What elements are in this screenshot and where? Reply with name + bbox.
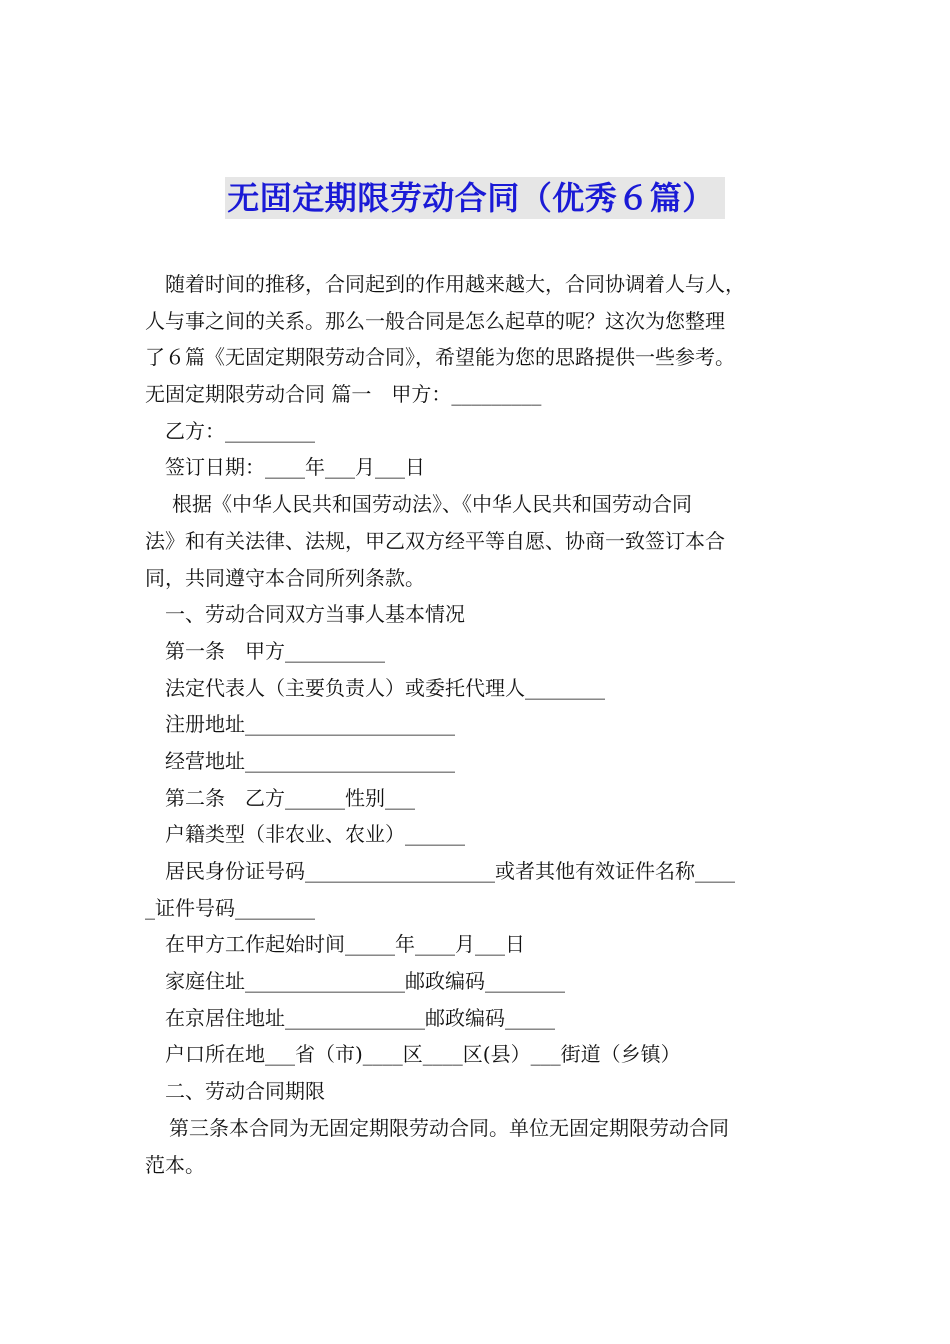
paragraph-line: 同，共同遵守本合同所列条款。 [145, 565, 425, 590]
paragraph-line: 范本。 [145, 1152, 205, 1177]
document-title: 无固定期限劳动合同（优秀６篇） [225, 177, 725, 219]
paragraph-line: 第二条 乙方______性别___ [165, 785, 415, 810]
section-heading: 二、劳动合同期限 [165, 1079, 325, 1104]
paragraph-line: 在京居住地址______________邮政编码_____ [165, 1005, 555, 1030]
paragraph-line: 无固定期限劳动合同 篇一 甲方：_________ [145, 382, 542, 407]
paragraph-line: 法定代表人（主要负责人）或委托代理人________ [165, 675, 605, 700]
paragraph-line: 居民身份证号码___________________或者其他有效证件名称____ [165, 859, 735, 883]
paragraph-line: 第一条 甲方__________ [165, 638, 385, 663]
paragraph-line: 第三条本合同为无固定期限劳动合同。单位无固定期限劳动合同 [169, 1115, 729, 1140]
paragraph-line: 了６篇《无固定期限劳动合同》，希望能为您的思路提供一些参考。 [145, 345, 735, 370]
document-body [145, 266, 825, 1183]
paragraph-line: 乙方：_________ [165, 418, 315, 443]
paragraph-line: 人与事之间的关系。那么一般合同是怎么起草的呢？这次为您整理 [145, 308, 725, 333]
paragraph-line: 家庭住址________________邮政编码________ [165, 969, 565, 994]
paragraph-line: 在甲方工作起始时间_____年____月___日 [165, 932, 525, 957]
paragraph-line: 注册地址_____________________ [165, 712, 455, 737]
paragraph-line: 户籍类型（非农业、农业）______ [165, 822, 465, 847]
paragraph-line: 法》和有关法律、法规，甲乙双方经平等自愿、协商一致签订本合 [145, 528, 725, 553]
paragraph-line: 签订日期：____年___月___日 [165, 455, 425, 480]
paragraph-line: _证件号码________ [145, 895, 315, 920]
paragraph-line: 随着时间的推移，合同起到的作用越来越大，合同协调着人与人， [165, 272, 745, 296]
paragraph-line: 户口所在地___省（市)____区____区(县）___街道（乡镇） [165, 1042, 681, 1067]
section-heading: 一、劳动合同双方当事人基本情况 [165, 602, 465, 627]
paragraph-line: 经营地址_____________________ [165, 748, 455, 773]
title-container [0, 177, 950, 219]
paragraph-line: 根据《中华人民共和国劳动法》、《中华人民共和国劳动合同 [172, 492, 692, 517]
